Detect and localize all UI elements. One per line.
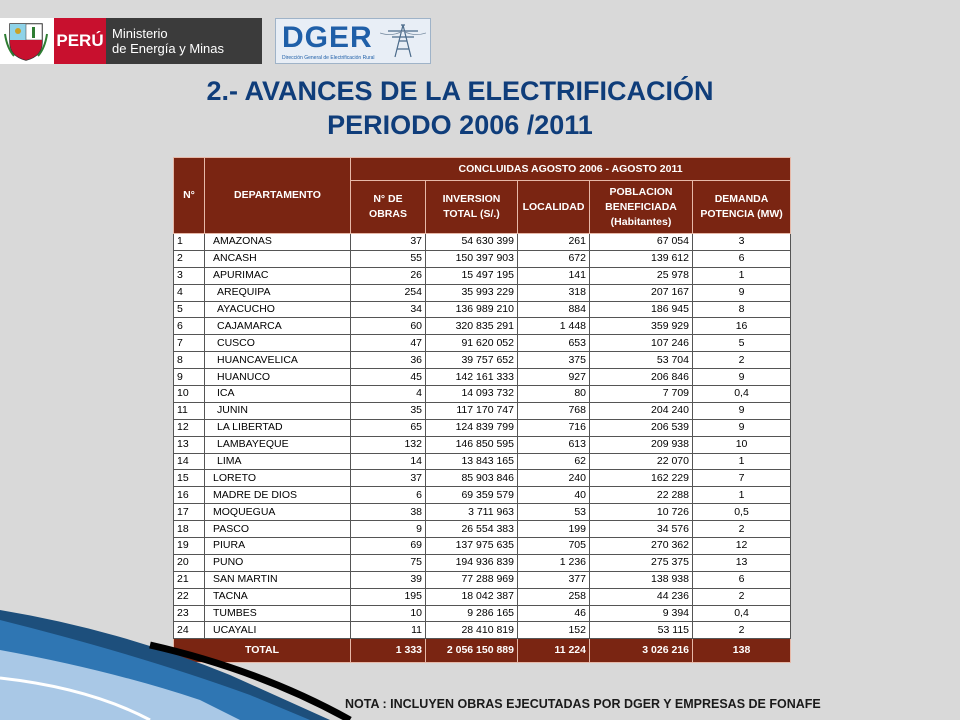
row-demanda: 16: [693, 318, 791, 335]
row-obras: 14: [351, 453, 426, 470]
row-demanda: 6: [693, 571, 791, 588]
row-localidad: 653: [518, 335, 590, 352]
row-num: 23: [174, 605, 205, 622]
row-inversion: 91 620 052: [426, 335, 518, 352]
row-poblacion: 207 167: [590, 284, 693, 301]
table-row: [174, 284, 791, 301]
row-obras: 11: [351, 622, 426, 639]
row-poblacion: 275 375: [590, 554, 693, 571]
row-num: 7: [174, 335, 205, 352]
table-row: [174, 470, 791, 487]
ministry-logo: [0, 18, 262, 64]
row-localidad: 199: [518, 521, 590, 538]
row-poblacion: 22 288: [590, 487, 693, 504]
row-obras: 47: [351, 335, 426, 352]
row-poblacion: 359 929: [590, 318, 693, 335]
row-localidad: 375: [518, 352, 590, 369]
table-row: [174, 504, 791, 521]
table-row: [174, 453, 791, 470]
title-line-1: 2.- AVANCES DE LA ELECTRIFICACIÓN: [206, 76, 714, 106]
row-departamento: CUSCO: [205, 335, 351, 352]
header-concluidas: CONCLUIDAS AGOSTO 2006 - AGOSTO 2011: [351, 158, 791, 181]
row-poblacion: 22 070: [590, 453, 693, 470]
header-poblacion: POBLACION BENEFICIADA (Habitantes): [590, 181, 693, 234]
row-inversion: 26 554 383: [426, 521, 518, 538]
row-inversion: 28 410 819: [426, 622, 518, 639]
row-poblacion: 7 709: [590, 386, 693, 403]
total-obras: 1 333: [351, 639, 426, 663]
row-departamento: PUNO: [205, 554, 351, 571]
row-localidad: 377: [518, 571, 590, 588]
header-inversion: INVERSION TOTAL (S/.): [426, 181, 518, 234]
dger-logo: [275, 18, 431, 64]
row-inversion: 77 288 969: [426, 571, 518, 588]
row-num: 10: [174, 386, 205, 403]
power-tower-icon: [380, 23, 426, 59]
row-poblacion: 162 229: [590, 470, 693, 487]
row-inversion: 124 839 799: [426, 419, 518, 436]
dger-label: DGER: [282, 21, 373, 54]
row-num: 22: [174, 588, 205, 605]
row-obras: 75: [351, 554, 426, 571]
total-poblacion: 3 026 216: [590, 639, 693, 663]
row-localidad: 1 448: [518, 318, 590, 335]
row-poblacion: 209 938: [590, 436, 693, 453]
row-departamento: HUANUCO: [205, 369, 351, 386]
peru-label: PERÚ: [54, 18, 106, 64]
row-num: 12: [174, 419, 205, 436]
row-poblacion: 204 240: [590, 402, 693, 419]
row-poblacion: 10 726: [590, 504, 693, 521]
table-row: [174, 436, 791, 453]
table-row: [174, 402, 791, 419]
row-localidad: 240: [518, 470, 590, 487]
row-num: 6: [174, 318, 205, 335]
total-inversion: 2 056 150 889: [426, 639, 518, 663]
row-departamento: LIMA: [205, 453, 351, 470]
row-poblacion: 186 945: [590, 301, 693, 318]
row-demanda: 2: [693, 588, 791, 605]
header-obras: N° DE OBRAS: [351, 181, 426, 234]
row-obras: 10: [351, 605, 426, 622]
row-inversion: 69 359 579: [426, 487, 518, 504]
row-localidad: 80: [518, 386, 590, 403]
row-inversion: 3 711 963: [426, 504, 518, 521]
row-obras: 9: [351, 521, 426, 538]
row-localidad: 705: [518, 538, 590, 555]
row-num: 21: [174, 571, 205, 588]
row-obras: 26: [351, 267, 426, 284]
row-departamento: CAJAMARCA: [205, 318, 351, 335]
row-obras: 37: [351, 234, 426, 251]
page-title: [0, 74, 920, 142]
row-poblacion: 25 978: [590, 267, 693, 284]
row-departamento: HUANCAVELICA: [205, 352, 351, 369]
header-departamento: DEPARTAMENTO: [205, 158, 351, 234]
table-group-header-row: [174, 158, 791, 181]
row-departamento: APURIMAC: [205, 267, 351, 284]
row-demanda: 1: [693, 453, 791, 470]
row-obras: 132: [351, 436, 426, 453]
row-poblacion: 206 539: [590, 419, 693, 436]
header-localidad: LOCALIDAD: [518, 181, 590, 234]
table-row: [174, 301, 791, 318]
row-departamento: MADRE DE DIOS: [205, 487, 351, 504]
row-num: 8: [174, 352, 205, 369]
row-obras: 34: [351, 301, 426, 318]
row-departamento: AREQUIPA: [205, 284, 351, 301]
table-row: [174, 234, 791, 251]
row-demanda: 2: [693, 352, 791, 369]
table-row: [174, 369, 791, 386]
row-inversion: 54 630 399: [426, 234, 518, 251]
row-departamento: AYACUCHO: [205, 301, 351, 318]
row-obras: 4: [351, 386, 426, 403]
row-departamento: LA LIBERTAD: [205, 419, 351, 436]
row-localidad: 716: [518, 419, 590, 436]
footer-note: NOTA : INCLUYEN OBRAS EJECUTADAS POR DGER Y EMPRESAS DE FONAFE: [345, 697, 821, 711]
row-obras: 60: [351, 318, 426, 335]
row-obras: 38: [351, 504, 426, 521]
dger-subtitle: Dirección General de Electrificación Rural: [282, 55, 375, 61]
row-demanda: 3: [693, 234, 791, 251]
row-obras: 37: [351, 470, 426, 487]
row-inversion: 320 835 291: [426, 318, 518, 335]
row-localidad: 46: [518, 605, 590, 622]
row-obras: 65: [351, 419, 426, 436]
row-localidad: 141: [518, 267, 590, 284]
row-obras: 36: [351, 352, 426, 369]
row-num: 19: [174, 538, 205, 555]
row-inversion: 194 936 839: [426, 554, 518, 571]
row-demanda: 7: [693, 470, 791, 487]
row-inversion: 39 757 652: [426, 352, 518, 369]
table-row: [174, 335, 791, 352]
row-departamento: TACNA: [205, 588, 351, 605]
ministry-name: [106, 18, 262, 64]
row-departamento: JUNIN: [205, 402, 351, 419]
row-num: 18: [174, 521, 205, 538]
row-num: 24: [174, 622, 205, 639]
row-poblacion: 53 115: [590, 622, 693, 639]
row-localidad: 261: [518, 234, 590, 251]
row-demanda: 9: [693, 369, 791, 386]
row-localidad: 152: [518, 622, 590, 639]
row-demanda: 5: [693, 335, 791, 352]
row-obras: 6: [351, 487, 426, 504]
table-row: [174, 250, 791, 267]
row-num: 4: [174, 284, 205, 301]
table-row: [174, 521, 791, 538]
row-demanda: 1: [693, 267, 791, 284]
row-demanda: 0,4: [693, 605, 791, 622]
row-departamento: PASCO: [205, 521, 351, 538]
row-num: 15: [174, 470, 205, 487]
row-obras: 69: [351, 538, 426, 555]
row-demanda: 8: [693, 301, 791, 318]
row-departamento: PIURA: [205, 538, 351, 555]
row-localidad: 927: [518, 369, 590, 386]
row-obras: 45: [351, 369, 426, 386]
row-obras: 55: [351, 250, 426, 267]
row-localidad: 40: [518, 487, 590, 504]
row-num: 9: [174, 369, 205, 386]
row-num: 13: [174, 436, 205, 453]
row-inversion: 142 161 333: [426, 369, 518, 386]
total-localidad: 11 224: [518, 639, 590, 663]
row-demanda: 0,4: [693, 386, 791, 403]
table-row: [174, 318, 791, 335]
table-row: [174, 538, 791, 555]
row-inversion: 136 989 210: [426, 301, 518, 318]
row-inversion: 14 093 732: [426, 386, 518, 403]
row-poblacion: 9 394: [590, 605, 693, 622]
row-departamento: SAN MARTIN: [205, 571, 351, 588]
table-row: [174, 267, 791, 284]
row-departamento: MOQUEGUA: [205, 504, 351, 521]
row-localidad: 672: [518, 250, 590, 267]
peru-coat-of-arms-icon: [4, 20, 48, 62]
row-obras: 254: [351, 284, 426, 301]
row-num: 14: [174, 453, 205, 470]
row-inversion: 117 170 747: [426, 402, 518, 419]
row-localidad: 258: [518, 588, 590, 605]
row-inversion: 150 397 903: [426, 250, 518, 267]
row-num: 20: [174, 554, 205, 571]
total-demanda: 138: [693, 639, 791, 663]
row-inversion: 15 497 195: [426, 267, 518, 284]
row-demanda: 2: [693, 622, 791, 639]
row-obras: 39: [351, 571, 426, 588]
row-localidad: 884: [518, 301, 590, 318]
row-poblacion: 34 576: [590, 521, 693, 538]
row-poblacion: 67 054: [590, 234, 693, 251]
row-demanda: 0,5: [693, 504, 791, 521]
row-poblacion: 44 236: [590, 588, 693, 605]
row-inversion: 137 975 635: [426, 538, 518, 555]
row-num: 2: [174, 250, 205, 267]
row-localidad: 613: [518, 436, 590, 453]
row-num: 16: [174, 487, 205, 504]
row-departamento: LAMBAYEQUE: [205, 436, 351, 453]
table-row: [174, 386, 791, 403]
total-label: TOTAL: [174, 639, 351, 663]
table-row: [174, 352, 791, 369]
row-localidad: 768: [518, 402, 590, 419]
row-demanda: 9: [693, 402, 791, 419]
row-localidad: 318: [518, 284, 590, 301]
row-num: 1: [174, 234, 205, 251]
row-demanda: 1: [693, 487, 791, 504]
row-poblacion: 139 612: [590, 250, 693, 267]
row-departamento: TUMBES: [205, 605, 351, 622]
row-num: 3: [174, 267, 205, 284]
row-poblacion: 53 704: [590, 352, 693, 369]
row-localidad: 53: [518, 504, 590, 521]
row-poblacion: 270 362: [590, 538, 693, 555]
table-row: [174, 487, 791, 504]
row-inversion: 9 286 165: [426, 605, 518, 622]
row-departamento: ANCASH: [205, 250, 351, 267]
row-poblacion: 107 246: [590, 335, 693, 352]
row-demanda: 2: [693, 521, 791, 538]
ministry-line-1: Ministerio: [112, 26, 168, 41]
row-departamento: UCAYALI: [205, 622, 351, 639]
row-demanda: 12: [693, 538, 791, 555]
row-departamento: AMAZONAS: [205, 234, 351, 251]
row-demanda: 6: [693, 250, 791, 267]
row-obras: 195: [351, 588, 426, 605]
row-obras: 35: [351, 402, 426, 419]
ministry-line-2: de Energía y Minas: [112, 41, 225, 56]
title-line-2: PERIODO 2006 /2011: [327, 110, 593, 140]
row-inversion: 146 850 595: [426, 436, 518, 453]
row-inversion: 13 843 165: [426, 453, 518, 470]
row-inversion: 18 042 387: [426, 588, 518, 605]
row-num: 11: [174, 402, 205, 419]
row-demanda: 13: [693, 554, 791, 571]
row-poblacion: 138 938: [590, 571, 693, 588]
row-demanda: 9: [693, 419, 791, 436]
row-demanda: 10: [693, 436, 791, 453]
row-poblacion: 206 846: [590, 369, 693, 386]
row-inversion: 35 993 229: [426, 284, 518, 301]
header-demanda: DEMANDA POTENCIA (MW): [693, 181, 791, 234]
row-demanda: 9: [693, 284, 791, 301]
row-localidad: 62: [518, 453, 590, 470]
header-num: N°: [174, 158, 205, 234]
decorative-swoosh: [0, 560, 560, 720]
row-departamento: ICA: [205, 386, 351, 403]
row-num: 5: [174, 301, 205, 318]
row-departamento: LORETO: [205, 470, 351, 487]
row-localidad: 1 236: [518, 554, 590, 571]
row-inversion: 85 903 846: [426, 470, 518, 487]
table-row: [174, 419, 791, 436]
row-num: 17: [174, 504, 205, 521]
